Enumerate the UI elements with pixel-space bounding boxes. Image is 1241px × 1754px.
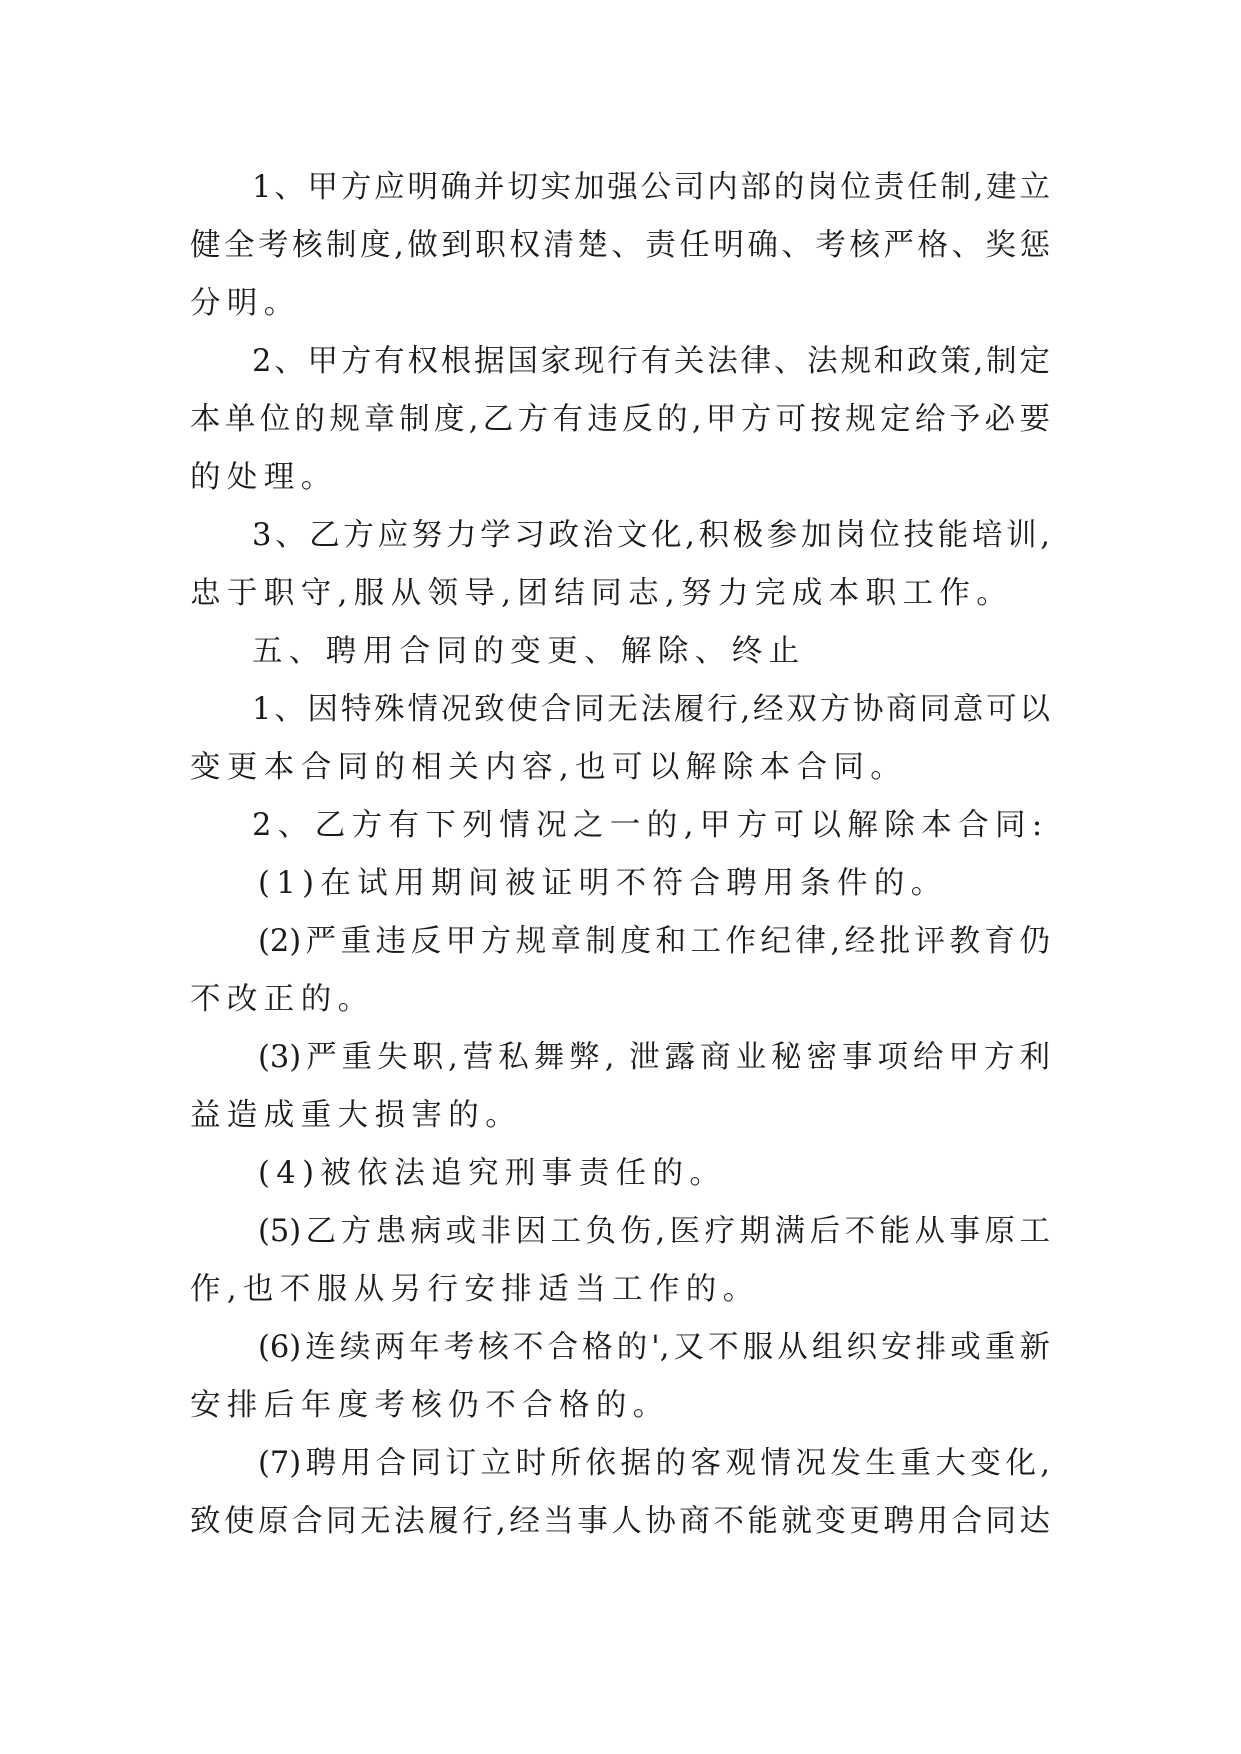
clause-1-line-1: 1、因特殊情况致使合同无法履行,经双方协商同意可以: [252, 692, 1050, 727]
paragraph-2-line-2: 本单位的规章制度,乙方有违反的,甲方可按规定给予必要: [190, 402, 1050, 437]
item-2-line-1: (2)严重违反甲方规章制度和工作纪律,经批评教育仍: [258, 924, 1050, 959]
item-2-line-2: 不改正的。: [190, 982, 375, 1017]
paragraph-2-line-1: 2、甲方有权根据国家现行有关法律、法规和政策,制定: [252, 344, 1050, 379]
section-heading: 五、聘用合同的变更、解除、终止: [252, 634, 806, 669]
item-6-line-2: 安排后年度考核仍不合格的。: [190, 1388, 670, 1423]
paragraph-3-line-2: 忠于职守,服从领导,团结同志,努力完成本职工作。: [190, 576, 1014, 611]
item-7-line-2: 致使原合同无法履行,经当事人协商不能就变更聘用合同达: [190, 1504, 1050, 1539]
item-5-line-2: 作,也不服从另行安排适当工作的。: [190, 1272, 760, 1307]
item-1-line-1: (1)在试用期间被证明不符合聘用条件的。: [258, 866, 948, 901]
paragraph-1-line-1: 1、甲方应明确并切实加强公司内部的岗位责任制,建立: [252, 170, 1050, 205]
clause-1-line-2: 变更本合同的相关内容,也可以解除本合同。: [190, 750, 908, 785]
item-4-line-1: (4)被依法追究刑事责任的。: [258, 1156, 727, 1191]
paragraph-1-line-2: 健全考核制度,做到职权清楚、责任明确、考核严格、奖惩: [190, 228, 1050, 263]
paragraph-1-line-3: 分明。: [190, 286, 301, 321]
item-3-line-1: (3)严重失职,营私舞弊, 泄露商业秘密事项给甲方利: [258, 1040, 1050, 1075]
paragraph-2-line-3: 的处理。: [190, 460, 338, 495]
item-7-line-1: (7)聘用合同订立时所依据的客观情况发生重大变化,: [258, 1446, 1050, 1481]
paragraph-3-line-1: 3、乙方应努力学习政治文化,积极参加岗位技能培训,: [252, 518, 1050, 553]
item-3-line-2: 益造成重大损害的。: [190, 1098, 523, 1133]
item-5-line-1: (5)乙方患病或非因工负伤,医疗期满后不能从事原工: [258, 1214, 1050, 1249]
item-6-line-1: (6)连续两年考核不合格的',又不服从组织安排或重新: [258, 1330, 1050, 1365]
clause-2-line-1: 2、乙方有下列情况之一的,甲方可以解除本合同:: [252, 808, 1049, 843]
